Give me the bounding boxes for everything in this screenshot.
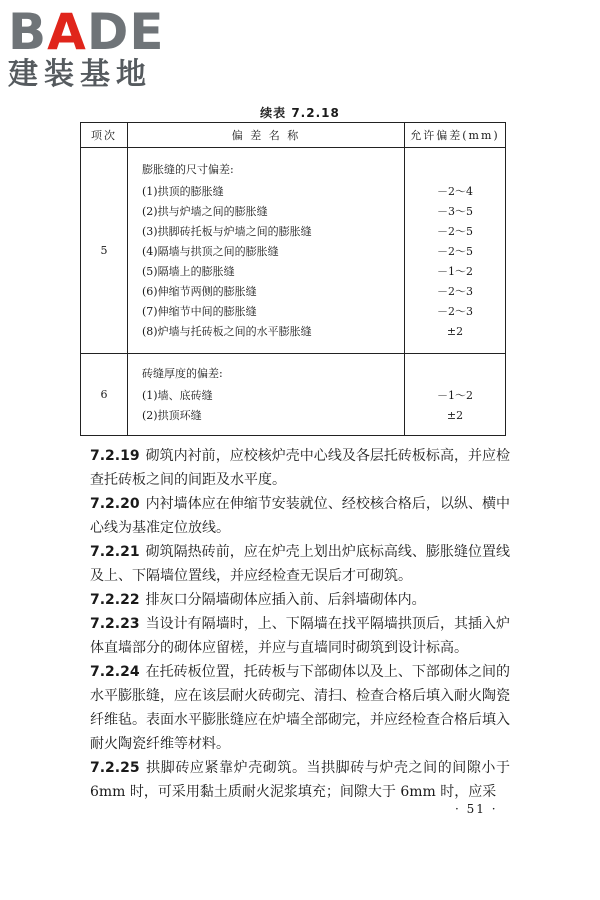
item-name: (4)隔墙与拱顶之间的膨胀缝 [142,244,279,258]
item-tolerance: －2～3 [437,304,473,318]
table-header-row [81,123,506,148]
item-name: (6)伸缩节两侧的膨胀缝 [142,284,257,298]
clause-number: 7.2.25 [90,760,140,776]
row-tolerances [405,148,506,354]
clause-number: 7.2.19 [90,448,140,464]
row-tolerances [405,354,506,436]
item-name: (5)隔墙上的膨胀缝 [142,264,235,278]
row-names [128,354,405,436]
clause-text: 砌筑内衬前，应校核炉壳中心线及各层托砖板标高，并应检查托砖板之间的间距及水平度。 [90,448,510,488]
item-tolerance: －1～2 [437,264,473,278]
clause-number: 7.2.22 [90,592,140,608]
row-index: 5 [81,148,128,354]
bade-logo [8,3,178,94]
logo-subtitle: 建装基地 [8,57,152,92]
item-tolerance: ±2 [446,324,464,338]
clauses-body [90,444,510,804]
item-name: (3)拱脚砖托板与炉墙之间的膨胀缝 [142,224,312,238]
logo-accent-letter: A [47,3,87,61]
clause-number: 7.2.21 [90,544,140,560]
clause [90,444,510,492]
logo-wordmark: BADE [8,3,165,61]
clause [90,660,510,756]
clause-text: 排灰口分隔墙砌体应插入前、后斜墙砌体内。 [145,592,426,608]
item-name: (7)伸缩节中间的膨胀缝 [142,304,257,318]
item-tolerance: －2～5 [437,244,473,258]
item-name: (2)拱顶环缝 [142,408,202,422]
clause [90,756,510,804]
clause-text: 内衬墙体应在伸缩节安装就位、经校核合格后，以纵、横中心线为基准定位放线。 [90,496,510,536]
clause [90,492,510,540]
deviation-table [80,122,506,436]
row-index: 6 [81,354,128,436]
clause-number: 7.2.20 [90,496,140,512]
item-name: (2)拱与炉墙之间的膨胀缝 [142,204,268,218]
clause-text: 砌筑隔热砖前，应在炉壳上划出炉底标高线、膨胀缝位置线及上、下隔墙位置线，并应经检查无误后才可砌筑。 [90,544,510,584]
item-tolerance: －3～5 [437,204,473,218]
clause-number: 7.2.23 [90,616,140,632]
header-name: 偏 差 名 称 [128,123,405,148]
clause-text: 当设计有隔墙时，上、下隔墙在找平隔墙拱顶后，其插入炉体直墙部分的砌体应留槎，并应与直墙同时砌筑到设计标高。 [90,616,510,656]
item-tolerance: －2～5 [437,224,473,238]
header-tolerance: 允许偏差(mm) [405,123,506,148]
item-tolerance: ±2 [446,408,464,422]
clause-text: 在托砖板位置，托砖板与下部砌体以及上、下部砌体之间的水平膨胀缝，应在该层耐火砖砌完、清扫、检查合格后填入耐火陶瓷纤维毡。表面水平膨胀缝应在炉墙全部砌完，并应经检查合格后填入耐火陶瓷纤维等材料。 [90,664,510,752]
table-row [81,354,506,436]
table-caption: 续表 7.2.18 [260,106,340,120]
row-names [128,148,405,354]
clause [90,588,510,612]
page-number: · 51 · [455,802,498,816]
item-tolerance: －2～4 [437,184,473,198]
clause-text: 拱脚砖应紧靠炉壳砌筑。当拱脚砖与炉壳之间的间隙小于 6mm 时，可采用黏土质耐火泥浆填充；间隙大于 6mm 时，应采 [90,760,510,800]
row-heading: 砖缝厚度的偏差: [142,366,223,380]
header-index: 项次 [81,123,128,148]
table-row [81,148,506,354]
clause-number: 7.2.24 [90,664,140,680]
item-name: (1)拱顶的膨胀缝 [142,184,224,198]
clause [90,540,510,588]
item-name: (1)墙、底砖缝 [142,388,213,402]
clause [90,612,510,660]
item-tolerance: －2～3 [437,284,473,298]
item-tolerance: －1～2 [437,388,473,402]
item-name: (8)炉墙与托砖板之间的水平膨胀缝 [142,324,312,338]
row-heading: 膨胀缝的尺寸偏差: [142,162,234,176]
